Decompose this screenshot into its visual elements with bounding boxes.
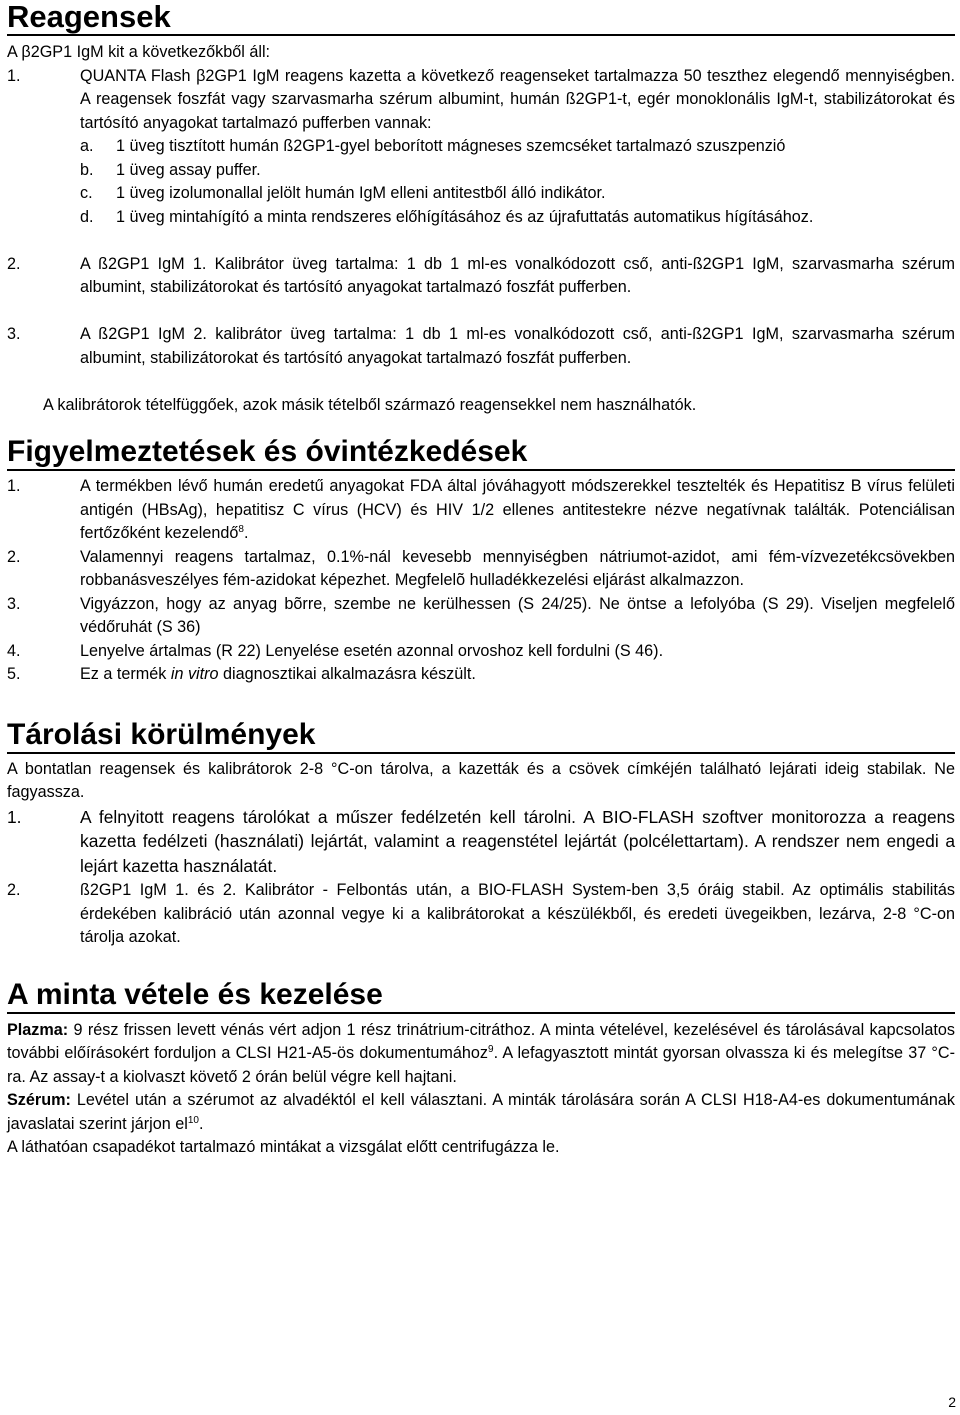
list-item — [7, 546, 955, 593]
section-heading-reagensek: Reagensek — [7, 0, 171, 34]
section-heading-tarolasi: Tárolási körülmények — [7, 717, 316, 751]
szerum-paragraph — [7, 1089, 955, 1136]
plazma-text: 9 rész frissen levett vénás vért adjon 1 rész trinátrium-citráthoz. A minta vételével, kezelésével és tárolásával kapcsolatos további előírásokért forduljon a CLSI H21-A5-ös dokumentumához — [7, 1020, 955, 1062]
item-text-tail: . — [243, 524, 249, 542]
szerum-text: Levétel után a szérumot az alvadéktól el kell választani. A minták tárolására során A CLSI H18-A4-es dokumentumának javaslatai szerint járjon el — [7, 1091, 955, 1133]
item-text: ß2GP1 IgM 1. és 2. Kalibrátor - Felbontás után, a BIO-FLASH System-ben 3,5 óráig stabil. Az optimális stabilitás érdekében kalibráció után azonnal vegye ki a kalibrátorokat a készülékből, és eredeti üvegeikben, lezárva, 2-8 °C-on tárolja azokat. — [80, 881, 955, 946]
sub-list-item — [7, 182, 955, 206]
list-item — [7, 593, 955, 640]
item-number: 1. — [7, 806, 22, 827]
list-item — [7, 805, 955, 879]
reference-superscript: 8 — [238, 524, 244, 535]
item-text: 1 üveg mintahígító a minta rendszeres előhígításához és az újrafuttatás automatikus hígításához. — [116, 207, 814, 226]
item-letter: d. — [80, 207, 94, 226]
item-number: 2. — [7, 881, 21, 899]
item-letter: c. — [80, 184, 93, 202]
centrifuge-note: A láthatóan csapadékot tartalmazó mintákat a vizsgálat előtt centrifugázza le. — [7, 1138, 560, 1156]
plazma-paragraph — [7, 1019, 955, 1090]
section-heading-figyelmeztetesek: Figyelmeztetések és óvintézkedések — [7, 435, 528, 468]
heading-rule — [7, 752, 955, 754]
list-item — [7, 640, 955, 664]
item-text: 1 üveg izolumonallal jelölt humán IgM elleni antitestből álló indikátor. — [116, 184, 606, 202]
item-text: A ß2GP1 IgM 2. kalibrátor üveg tartalma: 1 db 1 ml-es vonalkódozott cső, anti-ß2GP1 IgM, szarvasmarha szérum albumint, stabilizátorokat és tartósító anyagokat tartalmazó foszfát pufferben. — [80, 325, 955, 367]
list-item — [7, 663, 955, 687]
item-text: A felnyitott reagens tárolókat a műszer fedélzetén kell tárolni. A BIO-FLASH szoftver monitorozza a reagens kazetta fedélzeti (használati) lejártát, valamint a reagenstétel lejártát (polcélettartam). A rendszer nem engedi a lejárt kazetta használatát. — [80, 806, 955, 876]
item-text: A termékben lévő humán eredetű anyagokat FDA által jóváhagyott módszerekkel tesztelték és Hepatitisz B vírus felületi antigén (HBsAg), hepatitisz C vírus (HCV) és HIV 1/2 ellenes antitestekre nézve negatívnak találták. Potenciálisan fertőzőként kezelendő — [80, 477, 955, 542]
item-text: 1 üveg assay puffer. — [116, 160, 261, 179]
list-item — [7, 323, 955, 370]
item-number: 2. — [7, 254, 21, 273]
item-text: A ß2GP1 IgM 1. Kalibrátor üveg tartalma: 1 db 1 ml-es vonalkódozott cső, anti-ß2GP1 IgM, szarvasmarha szérum albumint, stabilizátorokat és tartósító anyagokat tartalmazó foszfát pufferben. — [80, 254, 955, 296]
item-letter: b. — [80, 160, 94, 179]
item-number: 5. — [7, 665, 21, 683]
reference-superscript: 10 — [187, 1114, 199, 1126]
calibrator-note: A kalibrátorok tételfüggőek, azok másik tételből származó reagensekkel nem használhatók. — [43, 395, 697, 414]
plazma-label: Plazma: — [7, 1020, 69, 1039]
item-text: Lenyelve ártalmas (R 22) Lenyelése esetén azonnal orvoshoz kell fordulni (S 46). — [80, 641, 664, 660]
list-item — [7, 253, 955, 300]
item-number: 2. — [7, 547, 21, 566]
reagensek-intro: A β2GP1 IgM kit a következőkből áll: — [7, 43, 271, 61]
italic-term: in vitro — [170, 665, 219, 683]
sub-list-item — [7, 206, 955, 230]
item-text-tail: diagnosztikai alkalmazásra készült. — [218, 665, 476, 683]
item-text: 1 üveg tisztított humán ß2GP1-gyel beborított mágneses szemcséket tartalmazó szuszpenzió — [116, 137, 786, 155]
item-letter: a. — [80, 137, 94, 155]
list-item — [7, 65, 955, 136]
item-text: QUANTA Flash β2GP1 IgM reagens kazetta a következő reagenseket tartalmazza 50 teszthez elegendő mennyiségben. A reagensek foszfát vagy szarvasmarha szérum albumint, humán ß2GP1-t, egér monoklonális IgM-t, stabilizátorokat és tartósító anyagokat tartalmazó pufferben vannak: — [80, 66, 955, 132]
item-number: 1. — [7, 66, 21, 85]
document-page — [7, 0, 955, 1160]
szerum-label: Szérum: — [7, 1091, 71, 1109]
tarolasi-intro: A bontatlan reagensek és kalibrátorok 2-8 °C-on tárolva, a kazetták és a csövek címkéjén található lejárati ideig stabilak. Ne fagyassza. — [7, 759, 955, 801]
heading-rule — [7, 1012, 955, 1014]
sub-list-item — [7, 159, 955, 183]
item-text: Vigyázzon, hogy az anyag bõrre, szembe ne kerülhessen (S 24/25). Ne öntse a lefolyóba (S 29). Viseljen megfelelő védőruhát (S 36) — [80, 594, 955, 636]
page-number: 2 — [948, 1394, 956, 1410]
item-text: Ez a termék — [80, 665, 171, 683]
heading-rule — [7, 34, 955, 36]
item-number: 1. — [7, 477, 21, 495]
list-item — [7, 475, 955, 546]
sub-list-item — [7, 135, 955, 159]
plazma-text-tail: . A lefagyasztott mintát gyorsan olvassza ki és melegítse 37 °C-ra. Az assay-t a kiolvaszt követő 2 órán belül végre kell hajtani. — [7, 1044, 955, 1086]
szerum-text-tail: . — [198, 1114, 204, 1133]
item-number: 4. — [7, 641, 21, 660]
section-heading-minta: A minta vétele és kezelése — [7, 977, 383, 1011]
list-item — [7, 879, 955, 950]
item-text: Valamennyi reagens tartalmaz, 0.1%-nál kevesebb mennyiségben nátriumot-azidot, ami fém-vízvezetékcsövekben robbanásveszélyes fém-azidokat képezhet. Megfelelõ hulladékkezelési eljárást alkalmazzon. — [80, 547, 955, 589]
item-number: 3. — [7, 594, 21, 613]
reference-superscript: 9 — [488, 1044, 494, 1055]
item-number: 3. — [7, 325, 21, 343]
